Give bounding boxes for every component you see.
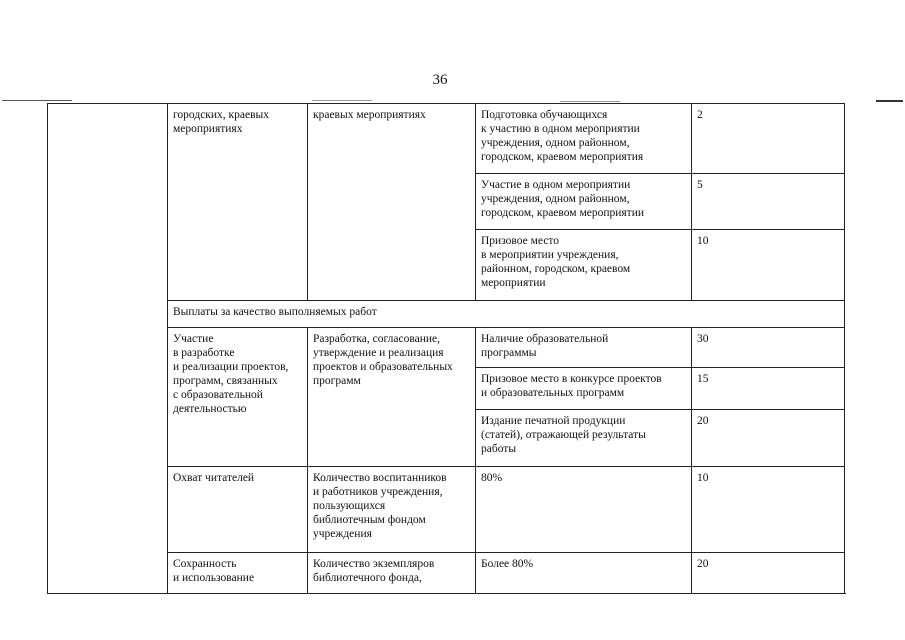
- table-cell-points: [692, 410, 845, 467]
- table-cell-points: [692, 328, 845, 368]
- table-row: [48, 104, 845, 174]
- scan-artifact-line-left: [2, 100, 72, 101]
- table-cell-points: [692, 553, 845, 595]
- table-cell-points: [692, 467, 845, 553]
- section-header-cell: [168, 301, 845, 328]
- table-row: [48, 467, 845, 553]
- cell-text: Призовое место в мероприятии учреждения, районном, городском, краевом мероприятии: [481, 235, 631, 289]
- cell-text: Подготовка обучающихся к участию в одном мероприятии учреждения, одном районном, городском, краевом мероприятия: [481, 109, 644, 163]
- cell-text: Охват читателей: [173, 472, 255, 484]
- table-cell-indicator: [168, 553, 308, 595]
- cell-text: 5: [697, 179, 703, 191]
- cell-text: Участие в разработке и реализации проектов, программ, связанных с образовательной деятельностью: [173, 333, 289, 415]
- section-row: [48, 301, 845, 328]
- cell-text: Участие в одном мероприятии учреждения, одном районном, городском, краевом мероприятии: [481, 179, 645, 219]
- scan-artifact-line-mid2: [560, 101, 620, 102]
- table-cell-points: [692, 230, 845, 301]
- table-cell-condition: [476, 410, 692, 467]
- table-cell-category: [48, 104, 168, 595]
- cell-text: 2: [697, 109, 703, 121]
- cell-text: Наличие образовательной программы: [481, 333, 609, 359]
- table-cell-indicator: [168, 104, 308, 301]
- page-number: 36: [432, 72, 448, 88]
- table-cell-criterion: [308, 104, 476, 301]
- cell-text: Сохранность и использование: [173, 558, 255, 584]
- cell-text: Разработка, согласование, утверждение и реализация проектов и образовательных программ: [313, 333, 453, 387]
- section-title: Выплаты за качество выполняемых работ: [173, 306, 377, 318]
- table-cell-indicator: [168, 328, 308, 467]
- table-cell-points: [692, 368, 845, 410]
- cell-text: 15: [697, 373, 709, 385]
- table-cell-condition: [476, 553, 692, 595]
- table-row: [48, 328, 845, 368]
- table-cell-criterion: [308, 553, 476, 595]
- page-bottom-margin: [0, 594, 905, 640]
- table-cell-criterion: [308, 328, 476, 467]
- table-cell-condition: [476, 328, 692, 368]
- cell-text: Количество экземпляров библиотечного фонда,: [313, 558, 435, 584]
- table-cell-condition: [476, 174, 692, 230]
- cell-text: городских, краевых мероприятиях: [173, 109, 269, 135]
- cell-text: 30: [697, 333, 709, 345]
- cell-text: Количество воспитанников и работников учреждения, пользующихся библиотечным фондом учреждения: [313, 472, 447, 540]
- table-row: [48, 553, 845, 595]
- cell-text: 20: [697, 558, 709, 570]
- cell-text: Издание печатной продукции (статей), отражающей результаты работы: [481, 415, 646, 455]
- table-cell-criterion: [308, 467, 476, 553]
- table-cell-points: [692, 104, 845, 174]
- cell-text: краевых мероприятиях: [313, 109, 426, 121]
- table-cell-condition: [476, 230, 692, 301]
- cell-text: Более 80%: [481, 558, 534, 570]
- cell-text: 10: [697, 235, 709, 247]
- cell-text: Призовое место в конкурсе проектов и образовательных программ: [481, 373, 662, 399]
- table-cell-condition: [476, 104, 692, 174]
- scan-artifact-line-right: [876, 100, 903, 102]
- scan-artifact-line-mid: [312, 100, 372, 101]
- table-bottom-edge: [47, 593, 846, 594]
- cell-text: 80%: [481, 472, 503, 484]
- cell-text: 10: [697, 472, 709, 484]
- table-cell-condition: [476, 368, 692, 410]
- table-cell-points: [692, 174, 845, 230]
- cell-text: 20: [697, 415, 709, 427]
- table-cell-condition: [476, 467, 692, 553]
- table-cell-indicator: [168, 467, 308, 553]
- payments-table: [47, 103, 845, 595]
